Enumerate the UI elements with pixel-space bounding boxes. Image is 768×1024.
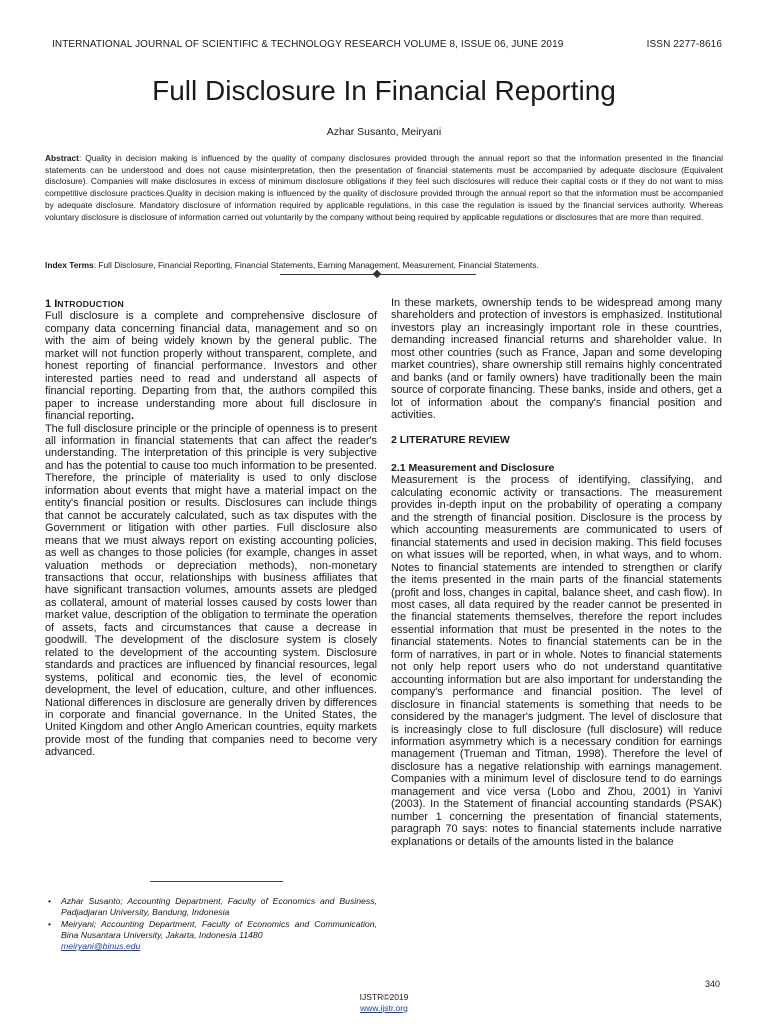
section-heading-introduction: 1 INTRODUCTION — [45, 298, 125, 310]
paper-authors: Azhar Susanto, Meiryani — [326, 126, 442, 138]
right-paragraph-1: In these markets, ownership tends to be widespread among many shareholders and protection of investors is emphasized. Institutional investors play an increasingly important role in these countries, demanding increased financial returns and shareholder value. In most other countries (such as France, Japan and some developing market countries), share ownership still remains highly concentrated and banks (and or family owners) have traditionally been the main source of corporate financing. These banks, inside and others, get a lot of information about the company's financial position and activities. — [391, 297, 722, 422]
page-number: 340 — [705, 979, 721, 989]
copyright: IJSTR©2019 — [359, 992, 409, 1002]
divider-diamond-icon — [373, 270, 381, 278]
footnote-item: • Meiryani; Accounting Department, Faculty of Economics and Communication, Bina Nusantara University, Jakarta, Indonesia 11480 meiryani@binus.edu — [48, 918, 377, 952]
footnote-item: • Azhar Susanto; Accounting Department, Faculty of Economics and Business, Padjadjaran University, Bandung, Indonesia — [48, 896, 377, 918]
index-terms-label: Index Terms — [45, 260, 94, 270]
footnote-rule — [150, 881, 283, 882]
running-header — [52, 39, 722, 50]
paper-title: Full Disclosure In Financial Reporting — [152, 75, 616, 106]
section-heading-literature-review: 2 LITERATURE REVIEW — [391, 433, 510, 446]
bullet-icon: • — [48, 918, 52, 929]
subsection-heading-measurement: 2.1 Measurement and Disclosure — [391, 461, 555, 474]
author-email-link[interactable]: meiryani@binus.edu — [61, 941, 141, 952]
bullet-icon: • — [48, 896, 52, 906]
abstract — [45, 153, 723, 223]
index-terms-text: : Full Disclosure, Financial Reporting, Financial Statements, Earning Management, Measurement, Financial Statements. — [93, 260, 539, 270]
right-column — [391, 297, 722, 848]
page-footer — [0, 992, 768, 1013]
journal-website-link[interactable]: www.ijstr.org — [360, 1002, 408, 1013]
intro-paragraph-1: Full disclosure is a complete and comprehensive disclosure of company data concerning financial data, management and so on with the aim of being widely known by the general public. The market will not function properly without transparent, complete, and honest reporting of financial performance. Investors and other interested parties need to read and understand all aspects of financial reporting. Departing from that, the authors compiled this paper to increase understanding more about full disclosure in financial reporting. — [45, 310, 377, 423]
abstract-label: Abstract — [45, 153, 79, 163]
author-footnotes — [45, 896, 377, 952]
left-column — [45, 298, 377, 759]
issn: ISSN 2277-8616 — [646, 39, 722, 50]
journal-name: INTERNATIONAL JOURNAL OF SCIENTIFIC & TECHNOLOGY RESEARCH VOLUME 8, ISSUE 06, JUNE 2019 — [52, 39, 564, 50]
index-terms — [45, 260, 725, 270]
abstract-text: : Quality in decision making is influenced by the quality of company disclosures provided through the annual report so that the information presented in the financial statements can be understood and does not cause misinterpretation, then the presentation of financial statements must be accompanied by adequate disclosure (Equivalent disclosure). Companies will make disclosures in excess of minimum disclosure obligations if they feel such disclosures will reduce their capital costs or if they do not want to miss competitive disclosure practices.Quality in decision making is influenced by the quality of disclosure provided through the annual report so that the information must be accompanied by adequate disclosure. Mandatory disclosure of information required by applicable regulations, in this case the regulation is issued by the financial services authority. Whereas voluntary disclosure is disclosure of information carried out voluntarily by the company without being required by applicable regulations or disclosures that are more than required. — [45, 153, 723, 222]
right-paragraph-2: Measurement is the process of identifying, classifying, and calculating economic activity or transactions. The measurement provides in-depth input on the probability of operating a company and the strength of financial position. Disclosure is the process by which accounting measurements are communicated to users of financial statements and used in decision making. This field focuses on what issues will be reported, when, in what ways, and to whom. Notes to financial statements are intended to strengthen or clarify the items presented in the main parts of the financial statements (profit and loss, changes in capital, balance sheet, and cash flow). In most cases, all data required by the reader cannot be presented in the financial statements themselves, therefore the report includes essential information that must be presented in the notes to the financial statements. Notes to financial statements can be in the form of narratives, in part or in whole. Notes to financial statements not only help report users who do not understand quantitative accounting information but are also important for understanding the company's performance and financial position. The level of disclosure in financial statements is something that needs to be considered by the manager's judgment. The level of disclosure that is increasingly close to full disclosure (full disclosure) will reduce information asymmetry which is a necessary condition for earnings management (Trueman and Titman, 1998). Therefore the level of disclosure has a negative relationship with earnings management. Companies with a minimum level of disclosure tend to do earnings management and vice versa (Lobo and Zhou, 2001) in Yanivi (2003). In the Statement of financial accounting standards (PSAK) number 1 concerning the presentation of financial statements, paragraph 70 says: notes to financial statements include narrative explanations or details of the amounts listed in the balance — [391, 474, 722, 848]
intro-paragraph-2: The full disclosure principle or the principle of openness is to present all information in financial statements that can affect the reader's understanding. The interpretation of this principle is very subjective and has the potential to cause too much information to be presented. Therefore, the principle of materiality is used to only disclose information about events that might have a material impact on the entity's financial position or results. Disclosures can include things that cannot be accurately calculated, such as tax disputes with the Government or litigation with other parties. Full disclosure also means that we must always report on existing accounting policies, as well as changes to those policies (for example, changes in asset valuation methods or depreciation methods), non-monetary transactions that occur, relationships with business affiliates that have significant transaction volumes, amounts assets are pledged as collateral, amount of material losses caused by costs lower than market value, description of the obligation to terminate the operation of assets, facts and circumstances that cause a decrease in goodwill. The development of the disclosure system is closely related to the development of the accounting system. Disclosure standards and practices are influenced by financial resources, legal systems, political and economic ties, the level of economic development, the level of education, culture, and other influences. National differences in disclosure are generally driven by differences in corporate and financial governance. In the United States, the United Kingdom and other Anglo American countries, equity markets provide most of the funding that companies need to become very advanced. — [45, 422, 377, 759]
